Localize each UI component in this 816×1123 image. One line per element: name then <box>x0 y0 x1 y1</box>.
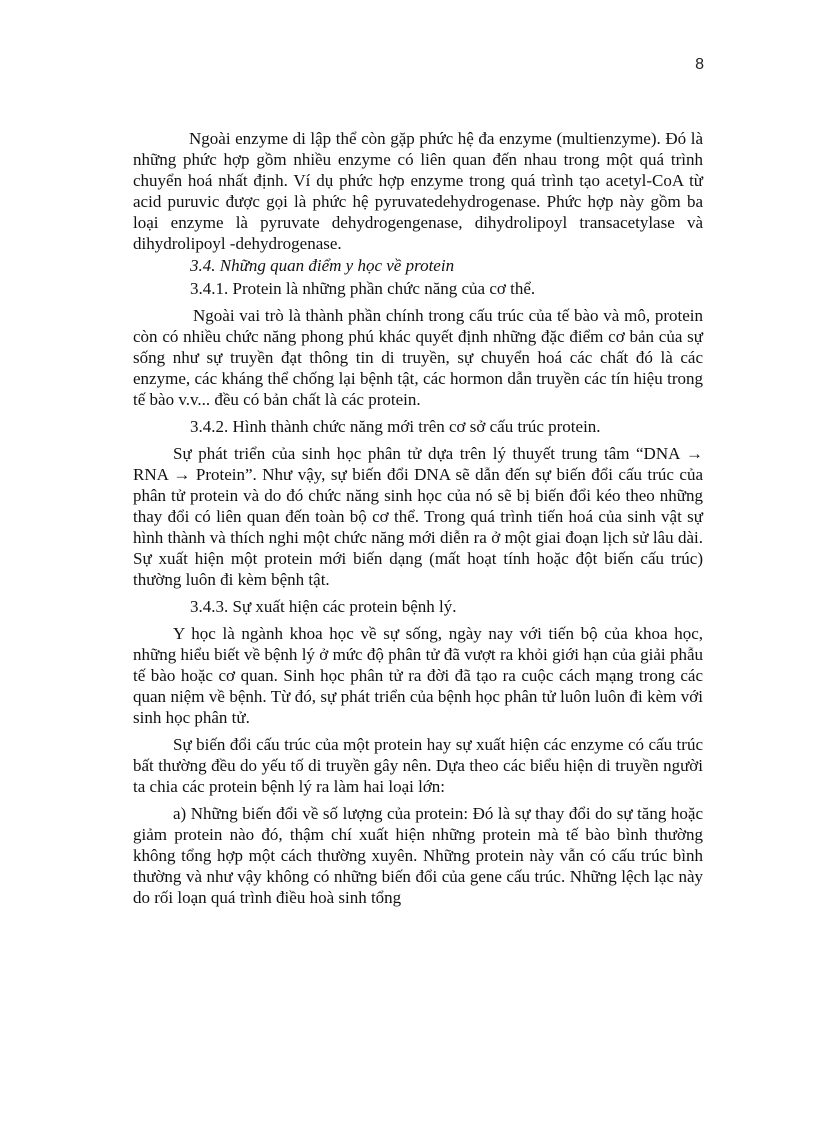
section-heading-3-4: 3.4. Những quan điểm y học về protein <box>190 256 455 275</box>
subsection-heading-3-4-1: 3.4.1. Protein là những phần chức năng của cơ thể. <box>190 279 536 298</box>
page-content <box>133 128 703 908</box>
paragraph-pathological-proteins: Sự biến đổi cấu trúc của một protein hay sự xuất hiện các enzyme có cấu trúc bất thường đều do yếu tố di truyền gây nên. Dựa theo các biểu hiện di truyền người ta chia các protein bệnh lý ra làm hai loại lớn: <box>133 735 703 796</box>
paragraph-central-dogma: Sự phát triển của sinh học phân tử dựa trên lý thuyết trung tâm “DNA → RNA → Protein”. Như vậy, sự biến đổi DNA sẽ dẫn đến sự biến đổi cấu trúc của phân tử protein và do đó chức năng sinh học của nó sẽ bị biến đổi kéo theo những thay đổi có liên quan đến toàn bộ cơ thể. Trong quá trình tiến hoá của sinh vật sự hình thành và thích nghi một chức năng mới diễn ra ở một giai đoạn lịch sử lâu dài. Sự xuất hiện một protein mới biến dạng (mất hoạt tính hoặc đột biến cấu trúc) thường luôn đi kèm bệnh tật. <box>133 444 703 589</box>
paragraph-multienzyme: Ngoài enzyme di lập thể còn gặp phức hệ đa enzyme (multienzyme). Đó là những phức hợp gồm nhiều enzyme có liên quan đến nhau trong một quá trình chuyển hoá nhất định. Ví dụ phức hợp enzyme trong quá trình tạo acetyl-CoA từ acid puruvic được gọi là phức hệ pyruvatedehydrogenase. Phức hợp này gồm ba loại enzyme là pyruvate dehydrogengenase, dihydrolipoyl transacetylase và dihydrolipoyl -dehydrogenase. <box>133 129 703 253</box>
subsection-heading-3-4-3: 3.4.3. Sự xuất hiện các protein bệnh lý. <box>190 597 457 616</box>
page-number: 8 <box>695 56 704 73</box>
paragraph-molecular-pathology: Y học là ngành khoa học về sự sống, ngày nay với tiến bộ của khoa học, những hiểu biết về bệnh lý ở mức độ phân tử đã vượt ra khỏi giới hạn của giải phẫu tế bào hoặc cơ quan. Sinh học phân tử ra đời đã tạo ra cuộc cách mạng trong các quan niệm về bệnh. Từ đó, sự phát triển của bệnh học phân tử luôn luôn đi kèm với sinh học phân tử. <box>133 624 703 727</box>
paragraph-protein-functions: Ngoài vai trò là thành phần chính trong cấu trúc của tế bào và mô, protein còn có nhiều chức năng phong phú khác quyết định những đặc điểm cơ bản của sự sống như sự truyền đạt thông tin di truyền, sự chuyển hoá các chất đó là các enzyme, các kháng thể chống lại bệnh tật, các hormon dẫn truyền các tín hiệu trong tế bào v.v... đều có bản chất là các protein. <box>133 306 703 409</box>
paragraph-quantitative-changes: a) Những biến đổi về số lượng của protein: Đó là sự thay đổi do sự tăng hoặc giảm protein nào đó, thậm chí xuất hiện những protein mà tế bào bình thường không tổng hợp một cách thường xuyên. Những protein này vẫn có cấu trúc bình thường và như vậy không có những biến đổi của gene cấu trúc. Những lệch lạc này do rối loạn quá trình điều hoà sinh tổng <box>133 804 703 907</box>
subsection-heading-3-4-2: 3.4.2. Hình thành chức năng mới trên cơ sở cấu trúc protein. <box>190 417 601 436</box>
